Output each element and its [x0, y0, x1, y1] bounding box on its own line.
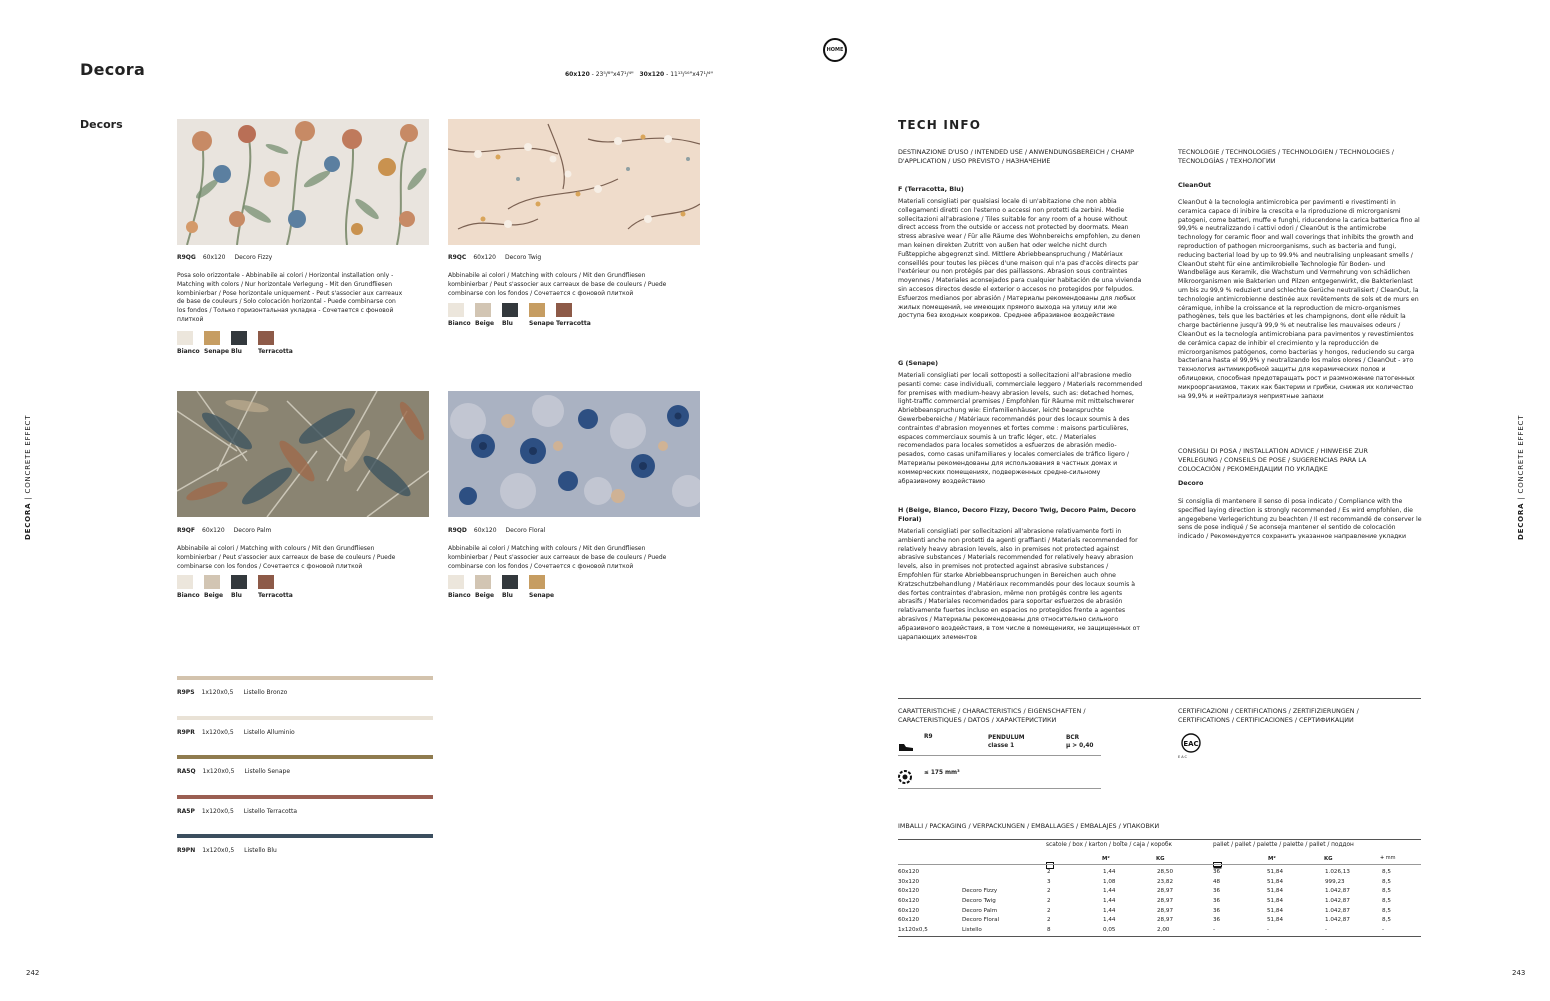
color-swatch: Senape [529, 303, 547, 327]
swatch-chip [502, 303, 518, 317]
swatch-row [448, 303, 591, 327]
table-cell: 2 [1047, 917, 1051, 924]
table-cell: 1,44 [1103, 888, 1116, 895]
table-cell: 36 [1213, 888, 1221, 895]
posa-text: Si consiglia di mantenere il senso di posa indicato / Compliance with the specified laying direction is strongly recommended / Es wird empfohlen, die angegebene Verlegerichtung zu beachten / Il est recommandé de conserver le sens de pose indiqué / Se aconseja mantener el sentido de colocación indicado / Рекомендуется сохранить указанное направление укладки [1178, 498, 1422, 541]
swatch-chip [502, 575, 518, 589]
swatch-chip [231, 575, 247, 589]
swatch-chip [258, 575, 274, 589]
decor-description: Posa solo orizzontale - Abbinabile ai colori / Horizontal installation only - Matching with colors / Nur horizontale Verlegung - Mit den Grundfliesen kombinierbar / Pose horizontale uniquement - Peut s'associer aux carreaux de base de couleurs / Solo colocación horizontal - Puede combinarse con los fondos / Только горизонтальная укладка - Сочетается с фоновой плиткой [177, 272, 403, 323]
table-row [898, 896, 1412, 906]
tech-info-title: TECH INFO [898, 118, 982, 132]
table-row [898, 906, 1412, 916]
slip-r-value: R9 [924, 734, 933, 740]
color-swatch: Terracotta [556, 303, 574, 327]
table-cell: - [1213, 926, 1216, 933]
bcr-value: BCR μ > 0,40 [1066, 735, 1094, 749]
table-cell: 60x120 [898, 897, 920, 904]
listello-bar-blu [177, 834, 433, 838]
color-swatch: Senape [204, 331, 222, 355]
group-f-title: F (Terracotta, Blu) [898, 185, 964, 193]
swatch-chip [529, 303, 545, 317]
side-label-left: DECORA | CONCRETE EFFECT [24, 414, 32, 540]
decor-description: Abbinabile ai colori / Matching with colours / Mit den Grundfliesen kombinierbar / Peut s'associer aux carreaux de base de couleurs / Puede combinarse con los fondos / Сочетается с фоновой плиткой [448, 272, 667, 297]
listello-bar-alluminio [177, 716, 433, 720]
table-cell: 28,97 [1157, 907, 1174, 914]
table-cell: 2 [1047, 907, 1051, 914]
table-cell: 60x120 [898, 917, 920, 924]
home-button[interactable]: HOME [823, 38, 847, 62]
swatch-chip [448, 575, 464, 589]
listello-label: RA5P 1x120x0,5 Listello Terracotta [177, 808, 298, 815]
group-f-text: Materiali consigliati per qualsiasi locale di un'abitazione che non abbia collegamenti diretti con l'esterno o accessi non protetti da zerbini. Medie sollecitazioni all'abrasione / Tiles suitable for any room of a house without direct access from the outside or access not protected by doormats. Mean stress abrasive wear / Für alle Räume des Wohnbereichs empfohlen, zu denen man keinen direkten Zutritt von außen hat oder welche nicht durch Fußteppiche abgegrenzt sind. Mittlere Abriebbeanspruchung / Matériaux conseillés pour toutes les pièces d'une maison qui n'a pas d'accès directs par l'extérieur ou non protégés par des paillassons. Abrasion sous contraintes moyennes / Materiales aconsejados para cualquier habitación de una vivienda sin accesos directos desde el exterior o accesos no protegidos por felpudos. Esfuerzos medianos por abrasión / Материалы рекомендованы для любых жилых помещений, не имеющих прямого выхода на улицу или же доступа без входных ковриков. Среднее абразивное воздействие [898, 198, 1142, 320]
table-cell: 36 [1213, 907, 1221, 914]
table-cell: 1.042,87 [1325, 897, 1350, 904]
table-cell: 2 [1047, 868, 1051, 875]
pack-col-thickness: + mm [1380, 855, 1396, 861]
table-cell: 1,44 [1103, 897, 1116, 904]
listello-label: R9PS 1x120x0,5 Listello Bronzo [177, 689, 288, 696]
divider [898, 936, 1421, 937]
group-g-title: G (Senape) [898, 359, 939, 367]
packaging-heading: IMBALLI / PACKAGING / VERPACKUNGEN / EMBALLAGES / EMBALAJES / УПАКОВКИ [898, 822, 1160, 830]
cleanout-text: CleanOut è la tecnologia antimicrobica per pavimenti e rivestimenti in ceramica capace di inibire la crescita e la riproduzione di microrganismi patogeni, come batteri, muffe e funghi, riducendone la carica batterica fino al 99,9% e neutralizzando i cattivi odori / CleanOut is the antimicrobe technology for ceramic floor and wall coverings that inhibits the growth and reproduction of pathogen microorganisms, such as bacteria and fungi, reducing bacterial load by up to 99.9% and neutralising unpleasant smells / CleanOut steht für eine antimikrobielle Technologie für Boden- und Wandbeläge aus Keramik, die Wachstum und Vermehrung von schädlichen Mikroorganismen wie Bakterien und Pilzen entgegenwirkt, die Bakterienlast um bis zu 99,9 % reduziert und schlechte Gerüche neutralisiert / CleanOut, la technologie antimicrobienne destinée aux revêtements de sols et de murs en céramique, inhibe la croissance et la reproduction de micro-organismes pathogènes, tels que les bactéries et les champignons, dont elle réduit la charge bactérienne jusqu'à 99,9 % et neutralise les mauvaises odeurs / CleanOut es la tecnología antimicrobiana para pavimentos y revestimientos de cerámica capaz de inhibir el crecimiento y la reproducción de microorganismos patógenos, como bacterias y hongos, reduciendo su carga bacteriana hasta el 99,9% y neutralizando los malos olores / CleanOut - это технология антимикробной защиты для керамических полов и облицовки, способная предотвращать рост и размножение патогенных микроорганизмов, таких как бактерии и грибки, снижая их количество на 99,9% и нейтрализуя неприятные запахи [1178, 199, 1420, 400]
swatch-chip [529, 575, 545, 589]
svg-text:ЕАС: ЕАС [1183, 740, 1199, 748]
decor-image-palm [177, 391, 429, 517]
color-swatch: Blu [502, 303, 520, 327]
color-swatch: Blu [502, 575, 520, 599]
table-cell: 60x120 [898, 868, 920, 875]
intended-use-heading: DESTINAZIONE D'USO / INTENDED USE / ANWENDUNGSBEREICH / CHAMP D'APPLICATION / USO PREVISTO / НАЗНАЧЕНИЕ [898, 148, 1134, 165]
decor-description: Abbinabile ai colori / Matching with colours / Mit den Grundfliesen kombinierbar / Peut s'associer aux carreaux de base de couleurs / Puede combinarse con los fondos / Сочетается с фоновой плиткой [177, 545, 396, 570]
table-cell: 28,97 [1157, 897, 1174, 904]
table-cell: 30x120 [898, 878, 920, 885]
color-swatch: Beige [475, 575, 493, 599]
pack-col-pallet-m2: M² [1268, 856, 1276, 862]
shoe-icon [898, 737, 914, 756]
eac-caption: EAC [1178, 755, 1188, 759]
color-swatch: Blu [231, 331, 249, 355]
table-cell: 8 [1047, 926, 1051, 933]
table-row [898, 877, 1412, 887]
table-cell: 2,00 [1157, 926, 1170, 933]
divider [898, 698, 1421, 699]
table-cell: 8,5 [1382, 878, 1391, 885]
swatch-chip [204, 331, 220, 345]
swatch-chip [177, 575, 193, 589]
table-cell: 1.042,87 [1325, 917, 1350, 924]
page-number-left: 242 [26, 969, 40, 977]
decor-code-line: R9QG 60x120 Decoro Fizzy [177, 254, 273, 261]
table-cell: 28,50 [1157, 868, 1174, 875]
listello-label: R9PN 1x120x0,5 Listello Blu [177, 847, 277, 854]
decor-image-twig [448, 119, 700, 245]
group-g-text: Materiali consigliati per locali sottoposti a sollecitazioni all'abrasione medio pesanti come: case individuali, commerciale leggero / Materials recommended for premises with medium-heavy abrasion levels, such as: detached homes, light-traffic commercial premises / Empfohlen für Räume mit mittelschwerer Abriebbeanspruchung wie: Einfamilienhäuser, leicht beanspruchte Gewerbebereiche / Matériaux recommandés pour des locaux soumis à des contraintes d'abrasion moyennes et fortes comme : maisons particulières, espaces commerciaux soumis à un trafic léger, etc. / Materiales recomendados para locales sometidos a esfuerzos de abrasión medio-pesados, como casas unifamiliares y locales comerciales de tráfico ligero / Материалы рекомендованы для использования в частных домах и коммерческих помещениях, подверженных средне-сильному абразивному воздействию [898, 372, 1143, 485]
decor-image-floral [448, 391, 700, 517]
color-swatch: Senape [529, 575, 547, 599]
pendulum-value: PENDULUM classe 1 [988, 735, 1025, 749]
side-label-right: DECORA | CONCRETE EFFECT [1517, 414, 1525, 540]
swatch-chip [177, 331, 193, 345]
color-swatch: Bianco [177, 575, 195, 599]
table-cell: Decoro Palm [962, 907, 998, 914]
table-row [898, 925, 1412, 935]
decor-code-line: R9QC 60x120 Decoro Twig [448, 254, 542, 261]
table-cell: 36 [1213, 917, 1221, 924]
table-row [898, 915, 1412, 925]
eac-logo-icon [1178, 733, 1206, 757]
divider [898, 839, 1421, 840]
table-cell: 1.042,87 [1325, 907, 1350, 914]
table-cell: 51,84 [1267, 907, 1284, 914]
table-cell: 8,5 [1382, 888, 1391, 895]
decor-image-fizzy [177, 119, 429, 245]
swatch-chip [258, 331, 274, 345]
page-title: Decora [80, 60, 146, 79]
installation-advice-heading: CONSIGLI DI POSA / INSTALLATION ADVICE / HINWEISE ZUR VERLEGUNG / CONSEILS DE POSE / SUGERENCIAS PARA LA COLOCACIÓN / РЕКОМЕНДАЦИИ ПО УКЛАДКЕ [1178, 447, 1368, 473]
table-cell: 1,44 [1103, 907, 1116, 914]
posa-title: Decoro [1178, 479, 1204, 487]
table-cell: Decoro Twig [962, 897, 996, 904]
table-cell: 51,84 [1267, 917, 1284, 924]
table-cell: 1,08 [1103, 878, 1116, 885]
divider [898, 788, 1101, 789]
table-cell: 60x120 [898, 888, 920, 895]
size-info: 60x120 - 23⁵/⁸"x47¹/⁴" 30x120 - 11¹³/¹⁶"x47¹/⁴" [565, 71, 714, 78]
swatch-chip [475, 575, 491, 589]
table-cell: - [1325, 926, 1328, 933]
table-cell: 8,5 [1382, 917, 1391, 924]
cleanout-title: CleanOut [1178, 181, 1212, 189]
color-swatch: Blu [231, 575, 249, 599]
table-cell: 1,44 [1103, 868, 1116, 875]
table-cell: Decoro Floral [962, 917, 1000, 924]
pack-col-m2: M² [1102, 856, 1110, 862]
table-cell: 8,5 [1382, 897, 1391, 904]
abrasion-value: ≤ 175 mm³ [924, 770, 960, 776]
listello-label: R9PR 1x120x0,5 Listello Alluminio [177, 729, 295, 736]
table-cell: 8,5 [1382, 868, 1391, 875]
swatch-row [177, 575, 293, 599]
color-swatch: Bianco [448, 575, 466, 599]
certifications-heading: CERTIFICAZIONI / CERTIFICATIONS / ZERTIFIZIERUNGEN / CERTIFICATIONS / CERTIFICACIONES / СЕРТИФИКАЦИИ [1178, 707, 1359, 724]
table-cell: 2 [1047, 897, 1051, 904]
table-cell: 999,23 [1325, 878, 1345, 885]
table-cell: 3 [1047, 878, 1051, 885]
table-cell: - [1267, 926, 1270, 933]
color-swatch: Bianco [448, 303, 466, 327]
table-cell: 1x120x0,5 [898, 926, 928, 933]
color-swatch: Beige [475, 303, 493, 327]
table-cell: 23,82 [1157, 878, 1174, 885]
table-cell: 1.042,87 [1325, 888, 1350, 895]
color-swatch: Bianco [177, 331, 195, 355]
technologies-heading: TECNOLOGIE / TECHNOLOGIES / TECHNOLOGIEN / TECHNOLOGIES / TECNOLOGÍAS / ТЕХНОЛОГИИ [1178, 148, 1394, 165]
swatch-chip [448, 303, 464, 317]
table-row [898, 867, 1412, 877]
decor-code-line: R9QF 60x120 Decoro Palm [177, 527, 272, 534]
listello-bar-bronzo [177, 676, 433, 680]
table-cell: 1.026,13 [1325, 868, 1350, 875]
table-cell: Listello [962, 926, 982, 933]
table-cell: 28,97 [1157, 917, 1174, 924]
swatch-chip [556, 303, 572, 317]
listello-bar-senape [177, 755, 433, 759]
swatch-chip [231, 331, 247, 345]
decor-code-line: R9QD 60x120 Decoro Floral [448, 527, 546, 534]
pack-pallet-heading: pallet / pallet / palette / palette / pallet / поддон [1213, 842, 1354, 848]
swatch-chip [204, 575, 220, 589]
divider [898, 864, 1421, 865]
swatch-chip [475, 303, 491, 317]
table-cell: 1,44 [1103, 917, 1116, 924]
characteristics-heading: CARATTERISTICHE / CHARACTERISTICS / EIGENSCHAFTEN / CARACTERISTIQUES / DATOS / ХАРАКТЕРИСТИКИ [898, 707, 1086, 724]
table-cell [962, 867, 1047, 877]
decor-description: Abbinabile ai colori / Matching with colours / Mit den Grundfliesen kombinierbar / Peut s'associer aux carreaux de base de couleurs / Puede combinarse con los fondos / Сочетается с фоновой плиткой [448, 545, 667, 570]
table-cell: 28,97 [1157, 888, 1174, 895]
listello-bar-terracotta [177, 795, 433, 799]
page-number-right: 243 [1512, 969, 1526, 977]
table-cell: - [1382, 926, 1385, 933]
listello-label: RA5Q 1x120x0,5 Listello Senape [177, 768, 291, 775]
table-cell: 48 [1213, 878, 1221, 885]
table-row [898, 886, 1412, 896]
table-cell: 51,84 [1267, 888, 1284, 895]
table-cell [962, 877, 1047, 887]
pack-box-heading: scatole / box / karton / boîte / caja / коробк [1046, 842, 1173, 848]
table-cell: 0,05 [1103, 926, 1116, 933]
table-cell: 36 [1213, 868, 1221, 875]
table-cell: 8,5 [1382, 907, 1391, 914]
table-cell: Decoro Fizzy [962, 888, 998, 895]
color-swatch: Beige [204, 575, 222, 599]
divider [898, 755, 1101, 756]
table-cell: 60x120 [898, 907, 920, 914]
swatch-row [177, 331, 293, 355]
table-cell: 51,84 [1267, 897, 1284, 904]
packaging-table [898, 867, 1412, 935]
table-cell: 51,84 [1267, 878, 1284, 885]
color-swatch: Terracotta [258, 331, 276, 355]
table-cell: 51,84 [1267, 868, 1284, 875]
section-title-decors: Decors [80, 118, 123, 131]
group-h-title: H (Beige, Bianco, Decoro Fizzy, Decoro Twig, Decoro Palm, Decoro Floral) [898, 506, 1136, 523]
color-swatch: Terracotta [258, 575, 276, 599]
table-cell: 36 [1213, 897, 1221, 904]
swatch-row [448, 575, 555, 599]
pack-col-kg: KG [1156, 856, 1165, 862]
pack-col-pallet-kg: KG [1324, 856, 1333, 862]
group-h-text: Materiali consigliati per sollecitazioni all'abrasione relativamente forti in ambienti anche non protetti da agenti graffianti / Materials recommended for relatively heavy abrasion levels, also in premises not protected against abrasive substances / Materials recommended for relatively heavy abrasion levels, also in premises not protected against abrasive substances / Empfohlen für starke Abriebbeanspruchungen in Bereichen auch ohne Kratzschutzbehandlung / Matériaux recommandés pour des locaux soumis à des fortes contraintes d'abrasion, même non protégés contre les agents abrasifs / Materiales recomendados para soportar esfuerzos de abrasión relativamente fuertes incluso en espacios no protegidos frente a agentes abrasivos / Материалы рекомендованы для относительно сильного абразивного воздействия, в том числе в помещениях, не защищенных от царапающих элементов [898, 528, 1141, 641]
table-cell: 2 [1047, 888, 1051, 895]
abrasion-icon [898, 769, 912, 788]
